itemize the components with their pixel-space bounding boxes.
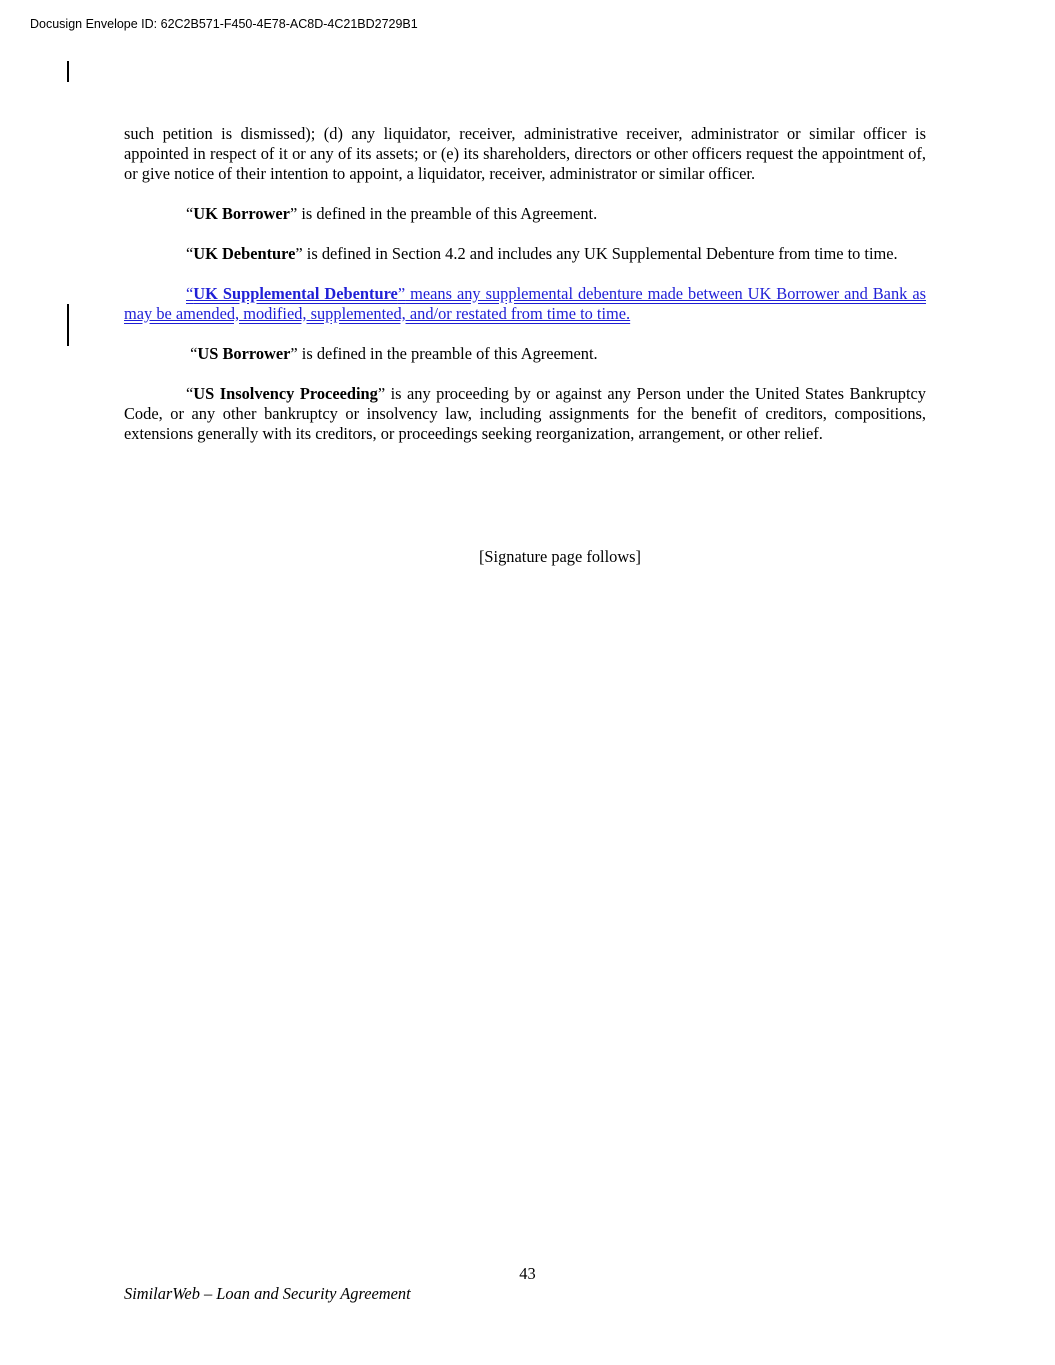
open-quote: “ [186, 344, 198, 363]
close-quote: ” [397, 284, 406, 303]
page-number: 43 [519, 1264, 536, 1283]
open-quote: “ [186, 384, 194, 403]
definition-uk-debenture [124, 244, 926, 264]
defined-term: US Borrower [197, 344, 291, 363]
close-quote: ” [377, 384, 386, 403]
footer-document-title: SimilarWeb – Loan and Security Agreement [124, 1284, 411, 1303]
definition-text: is defined in the preamble of this Agreement. [297, 344, 598, 363]
defined-term: UK Borrower [193, 204, 290, 223]
signature-page-note: [Signature page follows] [478, 547, 642, 566]
defined-term: US Insolvency Proceeding [193, 384, 378, 403]
definition-uk-supplemental-debenture [124, 284, 926, 324]
defined-term: UK Debenture [193, 244, 296, 263]
revision-change-bar-inserted [67, 304, 69, 346]
open-quote: “ [186, 244, 194, 263]
definition-text: is defined in the preamble of this Agreement. [297, 204, 598, 223]
document-body [124, 124, 926, 444]
close-quote: ” [295, 244, 303, 263]
definition-uk-borrower [124, 204, 926, 224]
definition-us-borrower [124, 344, 926, 364]
close-quote: ” [289, 204, 298, 223]
definition-text: is defined in Section 4.2 and includes any UK Supplemental Debenture from time to time. [302, 244, 898, 263]
revision-change-bar [67, 61, 69, 82]
open-quote: “ [186, 204, 194, 223]
definition-us-insolvency-proceeding [124, 384, 926, 444]
definition-text: means any supplemental debenture made between UK Borrower and Bank as may be amended, modified, supplemented, and/or restated from time to time. [124, 284, 926, 323]
docusign-envelope-id: Docusign Envelope ID: 62C2B571-F450-4E78-AC8D-4C21BD2729B1 [30, 17, 418, 31]
continuation-paragraph: such petition is dismissed); (d) any liquidator, receiver, administrative receiver, administrator or similar officer is appointed in respect of it or any of its assets; or (e) its shareholders, directors or other officers request the appointment of, or give notice of their intention to appoint, a liquidator, receiver, administrator or similar officer. [124, 124, 926, 183]
close-quote: ” [290, 344, 298, 363]
definition-text: is any proceeding by or against any Person under the United States Bankruptcy Code, or any other bankruptcy or insolvency law, including assignments for the benefit of creditors, compositions, extensions generally with its creditors, or proceedings seeking reorganization, arrangement, or other relief. [124, 384, 927, 443]
defined-term: UK Supplemental Debenture [193, 284, 398, 303]
open-quote: “ [186, 284, 194, 303]
